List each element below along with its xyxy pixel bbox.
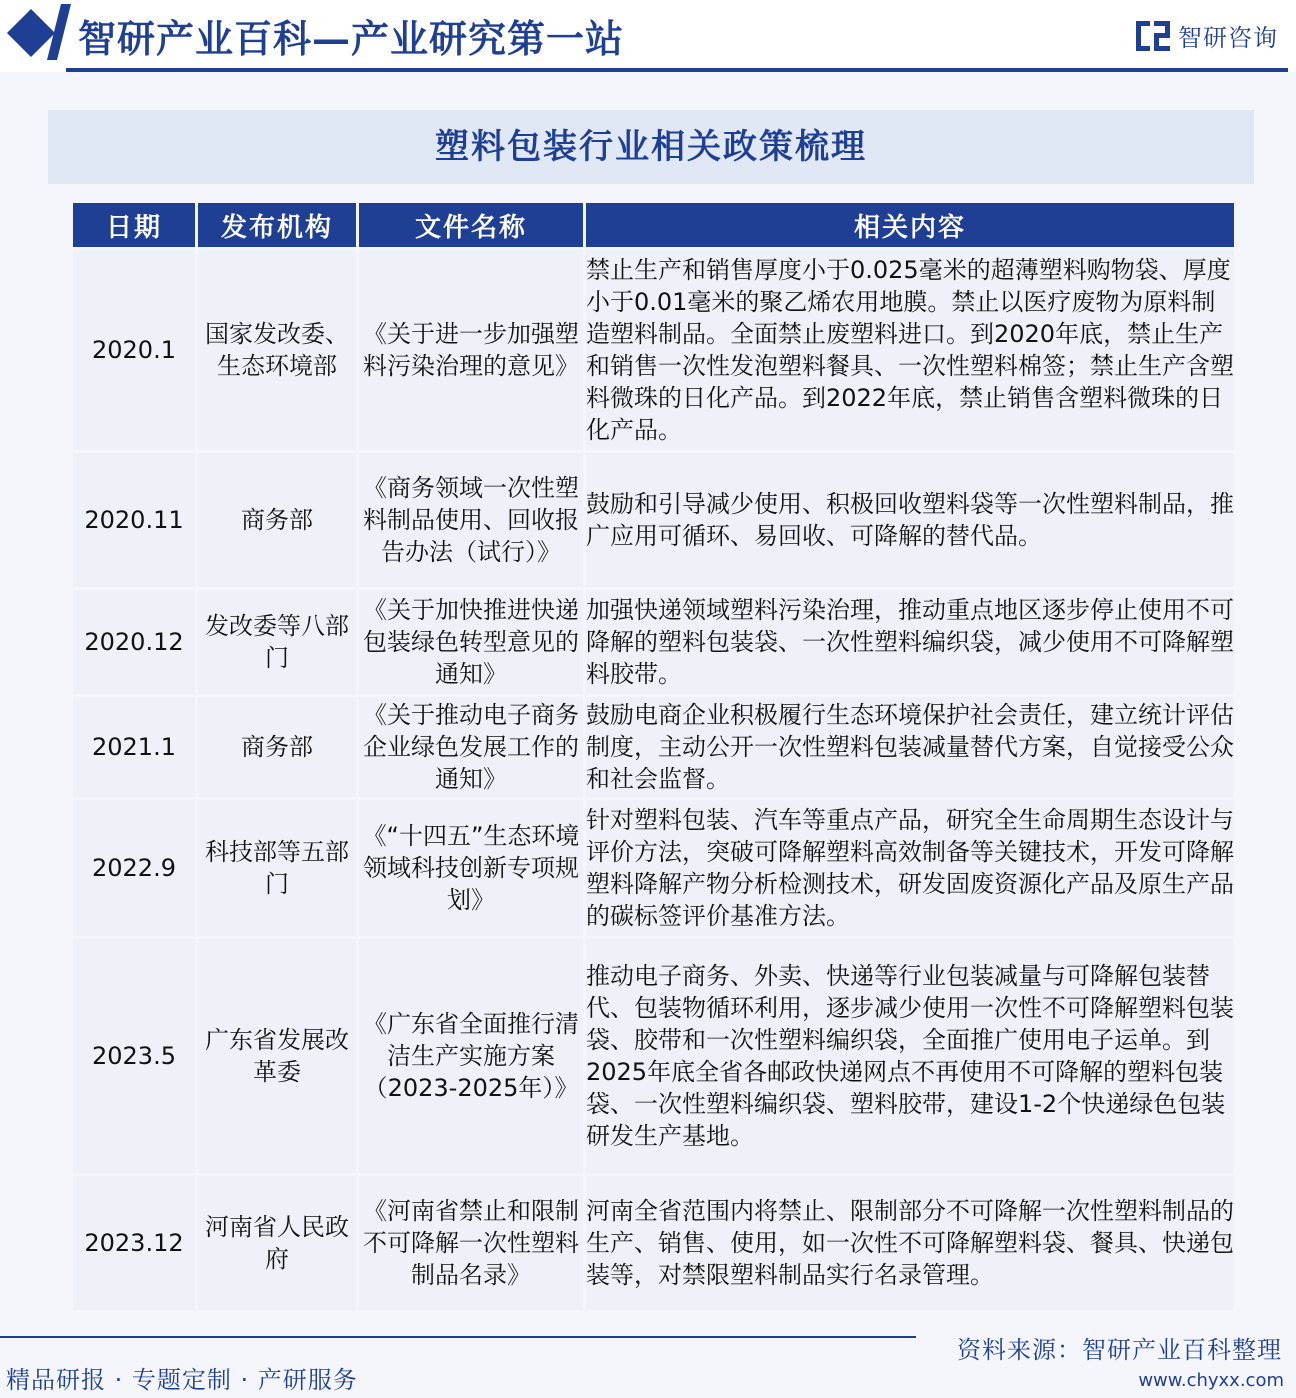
header-divider [66, 68, 1288, 72]
footer-divider [0, 1336, 916, 1338]
cell-date: 2021.1 [73, 697, 195, 797]
cell-org: 商务部 [198, 697, 356, 797]
cell-date: 2020.12 [73, 590, 195, 694]
cell-org: 发改委等八部门 [198, 590, 356, 694]
cell-date: 2022.9 [73, 800, 195, 936]
cell-date: 2023.5 [73, 939, 195, 1173]
policy-table [70, 200, 1237, 1313]
table-row [73, 939, 1234, 1173]
cell-org: 商务部 [198, 453, 356, 587]
table-row [73, 453, 1234, 587]
table-row [73, 250, 1234, 450]
header-title: 智研产业百科—产业研究第一站 [78, 16, 625, 61]
cell-doc: 《河南省禁止和限制不可降解一次性塑料制品名录》 [359, 1176, 583, 1310]
cell-doc: 《关于进一步加强塑料污染治理的意见》 [359, 250, 583, 450]
cell-content: 推动电子商务、外卖、快递等行业包装减量与可降解包装替代、包装物循环利用，逐步减少使用一次性不可降解塑料包装袋、胶带和一次性塑料编织袋，全面推广使用电子运单。到2025年底全省各邮政快递网点不再使用不可降解的塑料包装袋、一次性塑料编织袋、塑料胶带，建设1-2个快递绿色包装研发生产基地。 [586, 939, 1234, 1173]
cell-doc: 《关于加快推进快递包装绿色转型意见的通知》 [359, 590, 583, 694]
cell-date: 2020.1 [73, 250, 195, 450]
service-tagline: 精品研报 · 专题定制 · 产研服务 [6, 1366, 358, 1394]
table-row [73, 697, 1234, 797]
cell-org: 河南省人民政府 [198, 1176, 356, 1310]
cell-content: 鼓励电商企业积极履行生态环境保护社会责任，建立统计评估制度，主动公开一次性塑料包装减量替代方案，自觉接受公众和社会监督。 [586, 697, 1234, 797]
column-header-doc: 文件名称 [359, 203, 583, 247]
table-row [73, 800, 1234, 936]
cell-date: 2023.12 [73, 1176, 195, 1310]
page-header [0, 0, 1296, 72]
brand-logo-text: 智研咨询 [1178, 24, 1278, 52]
column-header-content: 相关内容 [586, 203, 1234, 247]
cell-doc: 《广东省全面推行清洁生产实施方案（2023-2025年）》 [359, 939, 583, 1173]
cell-content: 加强快递领域塑料污染治理，推动重点地区逐步停止使用不可降解的塑料包装袋、一次性塑料编织袋，减少使用不可降解塑料胶带。 [586, 590, 1234, 694]
cell-doc: 《商务领域一次性塑料制品使用、回收报告办法（试行）》 [359, 453, 583, 587]
cell-content: 针对塑料包装、汽车等重点产品，研究全生命周期生态设计与评价方法，突破可降解塑料高效制备等关键技术，开发可降解塑料降解产物分析检测技术，研发固废资源化产品及原生产品的碳标签评价基准方法。 [586, 800, 1234, 936]
cell-doc: 《关于推动电子商务企业绿色发展工作的通知》 [359, 697, 583, 797]
cell-date: 2020.11 [73, 453, 195, 587]
cell-org: 广东省发展改革委 [198, 939, 356, 1173]
cell-doc: 《“十四五”生态环境领域科技创新专项规划》 [359, 800, 583, 936]
table-row [73, 1176, 1234, 1310]
cell-content: 禁止生产和销售厚度小于0.025毫米的超薄塑料购物袋、厚度小于0.01毫米的聚乙烯农用地膜。禁止以医疗废物为原料制造塑料制品。全面禁止废塑料进口。到2020年底，禁止生产和销售一次性发泡塑料餐具、一次性塑料棉签；禁止生产含塑料微珠的日化产品。到2022年底，禁止销售含塑料微珠的日化产品。 [586, 250, 1234, 450]
website-link[interactable]: www.chyxx.com [1138, 1370, 1284, 1391]
table-title: 塑料包装行业相关政策梳理 [48, 110, 1254, 184]
table-header-row [73, 203, 1234, 247]
cell-content: 鼓励和引导减少使用、积极回收塑料袋等一次性塑料制品，推广应用可循环、易回收、可降解的替代品。 [586, 453, 1234, 587]
brand-logo[interactable] [1136, 18, 1278, 53]
column-header-org: 发布机构 [198, 203, 356, 247]
diamond-icon [7, 9, 55, 57]
column-header-date: 日期 [73, 203, 195, 247]
source-note: 资料来源：智研产业百科整理 [957, 1336, 1282, 1364]
zhiyan-logo-icon [1136, 21, 1170, 51]
cell-org: 科技部等五部门 [198, 800, 356, 936]
cell-org: 国家发改委、生态环境部 [198, 250, 356, 450]
table-row [73, 590, 1234, 694]
cell-content: 河南全省范围内将禁止、限制部分不可降解一次性塑料制品的生产、销售、使用，如一次性不可降解塑料袋、餐具、快递包装等，对禁限塑料制品实行名录管理。 [586, 1176, 1234, 1310]
